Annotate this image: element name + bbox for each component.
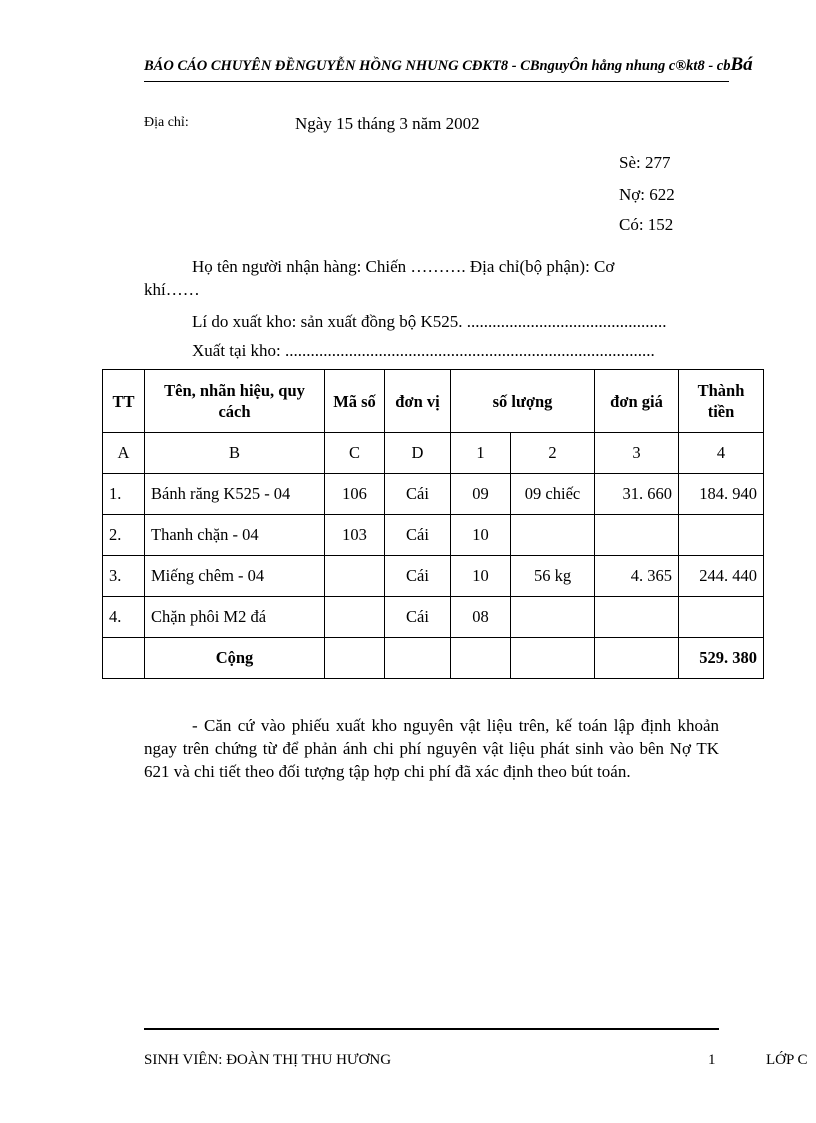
footer-student: SINH VIÊN: ĐOÀN THỊ THU HƯƠNG <box>144 1052 392 1068</box>
address-label: Địa chỉ: <box>144 115 189 130</box>
row-amount <box>679 597 764 638</box>
row-code <box>325 556 385 597</box>
row-unit: Cái <box>385 597 451 638</box>
table-row <box>103 515 764 556</box>
col-header-amount: Thành tiền <box>679 370 764 433</box>
index-cell: 1 <box>451 433 511 474</box>
index-cell: 2 <box>511 433 595 474</box>
index-cell: 4 <box>679 433 764 474</box>
row-unit: Cái <box>385 556 451 597</box>
row-price <box>595 597 679 638</box>
warehouse-line: Xuất tại kho: ....................................................................................... <box>192 341 655 360</box>
running-header <box>144 54 816 76</box>
total-amount: 529. 380 <box>679 638 764 679</box>
voucher-number: Sè: 277 <box>619 153 671 172</box>
row-tt: 4. <box>103 597 145 638</box>
accounting-paragraph: - Căn cứ vào phiếu xuất kho nguyên vật liệu trên, kế toán lập định khoản ngay trên chứng từ để phản ánh chi phí nguyên vật liệu phát sinh vào bên Nợ TK 621 và chi tiết theo đối tượng tập hợp chi phí đã xác định theo bút toán. <box>144 716 719 781</box>
total-empty-cell <box>325 638 385 679</box>
row-amount <box>679 515 764 556</box>
row-name: Bánh răng K525 - 04 <box>145 474 325 515</box>
running-title: BÁO CÁO CHUYÊN ĐỀNGUYỄN HỒNG NHUNG CĐKT8 - CBnguyÔn hång nhung c®kt8 - cb <box>144 58 731 74</box>
footer-class: LỚP C <box>766 1052 808 1068</box>
row-qty-1: 10 <box>451 556 511 597</box>
col-header-tt: TT <box>103 370 145 433</box>
row-tt: 1. <box>103 474 145 515</box>
footer-rule <box>144 1028 719 1030</box>
col-header-code: Mã số <box>325 370 385 433</box>
total-empty-cell <box>385 638 451 679</box>
index-cell: A <box>103 433 145 474</box>
col-header-qty: số lượng <box>451 370 595 433</box>
receiver-line-cont: khí…… <box>144 280 200 299</box>
row-price: 31. 660 <box>595 474 679 515</box>
index-row <box>103 433 764 474</box>
total-empty-cell <box>103 638 145 679</box>
row-qty-2: 56 kg <box>511 556 595 597</box>
row-code: 103 <box>325 515 385 556</box>
col-header-unit: đơn vị <box>385 370 451 433</box>
total-label: Cộng <box>145 638 325 679</box>
row-qty-1: 10 <box>451 515 511 556</box>
table-header-row <box>103 370 764 433</box>
credit-account: Có: 152 <box>619 215 674 234</box>
index-cell: C <box>325 433 385 474</box>
row-qty-2 <box>511 597 595 638</box>
row-unit: Cái <box>385 515 451 556</box>
row-price <box>595 515 679 556</box>
debit-account: Nợ: 622 <box>619 185 675 204</box>
row-amount: 184. 940 <box>679 474 764 515</box>
issue-table <box>102 369 764 679</box>
total-empty-cell <box>511 638 595 679</box>
receiver-line: Họ tên người nhận hàng: Chiến ………. Địa chỉ(bộ phận): Cơ <box>192 257 615 276</box>
row-code: 106 <box>325 474 385 515</box>
table-row <box>103 597 764 638</box>
table-row <box>103 474 764 515</box>
row-name: Miếng chêm - 04 <box>145 556 325 597</box>
table-row <box>103 556 764 597</box>
row-amount: 244. 440 <box>679 556 764 597</box>
row-tt: 3. <box>103 556 145 597</box>
total-empty-cell <box>595 638 679 679</box>
index-cell: 3 <box>595 433 679 474</box>
col-header-name: Tên, nhãn hiệu, quy cách <box>145 370 325 433</box>
row-qty-1: 09 <box>451 474 511 515</box>
index-cell: B <box>145 433 325 474</box>
row-name: Chặn phôi M2 đá <box>145 597 325 638</box>
row-unit: Cái <box>385 474 451 515</box>
row-name: Thanh chặn - 04 <box>145 515 325 556</box>
row-qty-2 <box>511 515 595 556</box>
row-qty-1: 08 <box>451 597 511 638</box>
total-empty-cell <box>451 638 511 679</box>
row-code <box>325 597 385 638</box>
running-title-tail: Bá <box>730 54 753 75</box>
col-header-price: đơn giá <box>595 370 679 433</box>
footer-page-number: 1 <box>708 1052 716 1068</box>
total-row <box>103 638 764 679</box>
voucher-date: Ngày 15 tháng 3 năm 2002 <box>295 114 480 133</box>
issue-reason: Lí do xuất kho: sản xuất đồng bộ K525. ............................................... <box>192 312 667 331</box>
row-price: 4. 365 <box>595 556 679 597</box>
row-qty-2: 09 chiếc <box>511 474 595 515</box>
index-cell: D <box>385 433 451 474</box>
row-tt: 2. <box>103 515 145 556</box>
header-rule <box>144 81 729 82</box>
